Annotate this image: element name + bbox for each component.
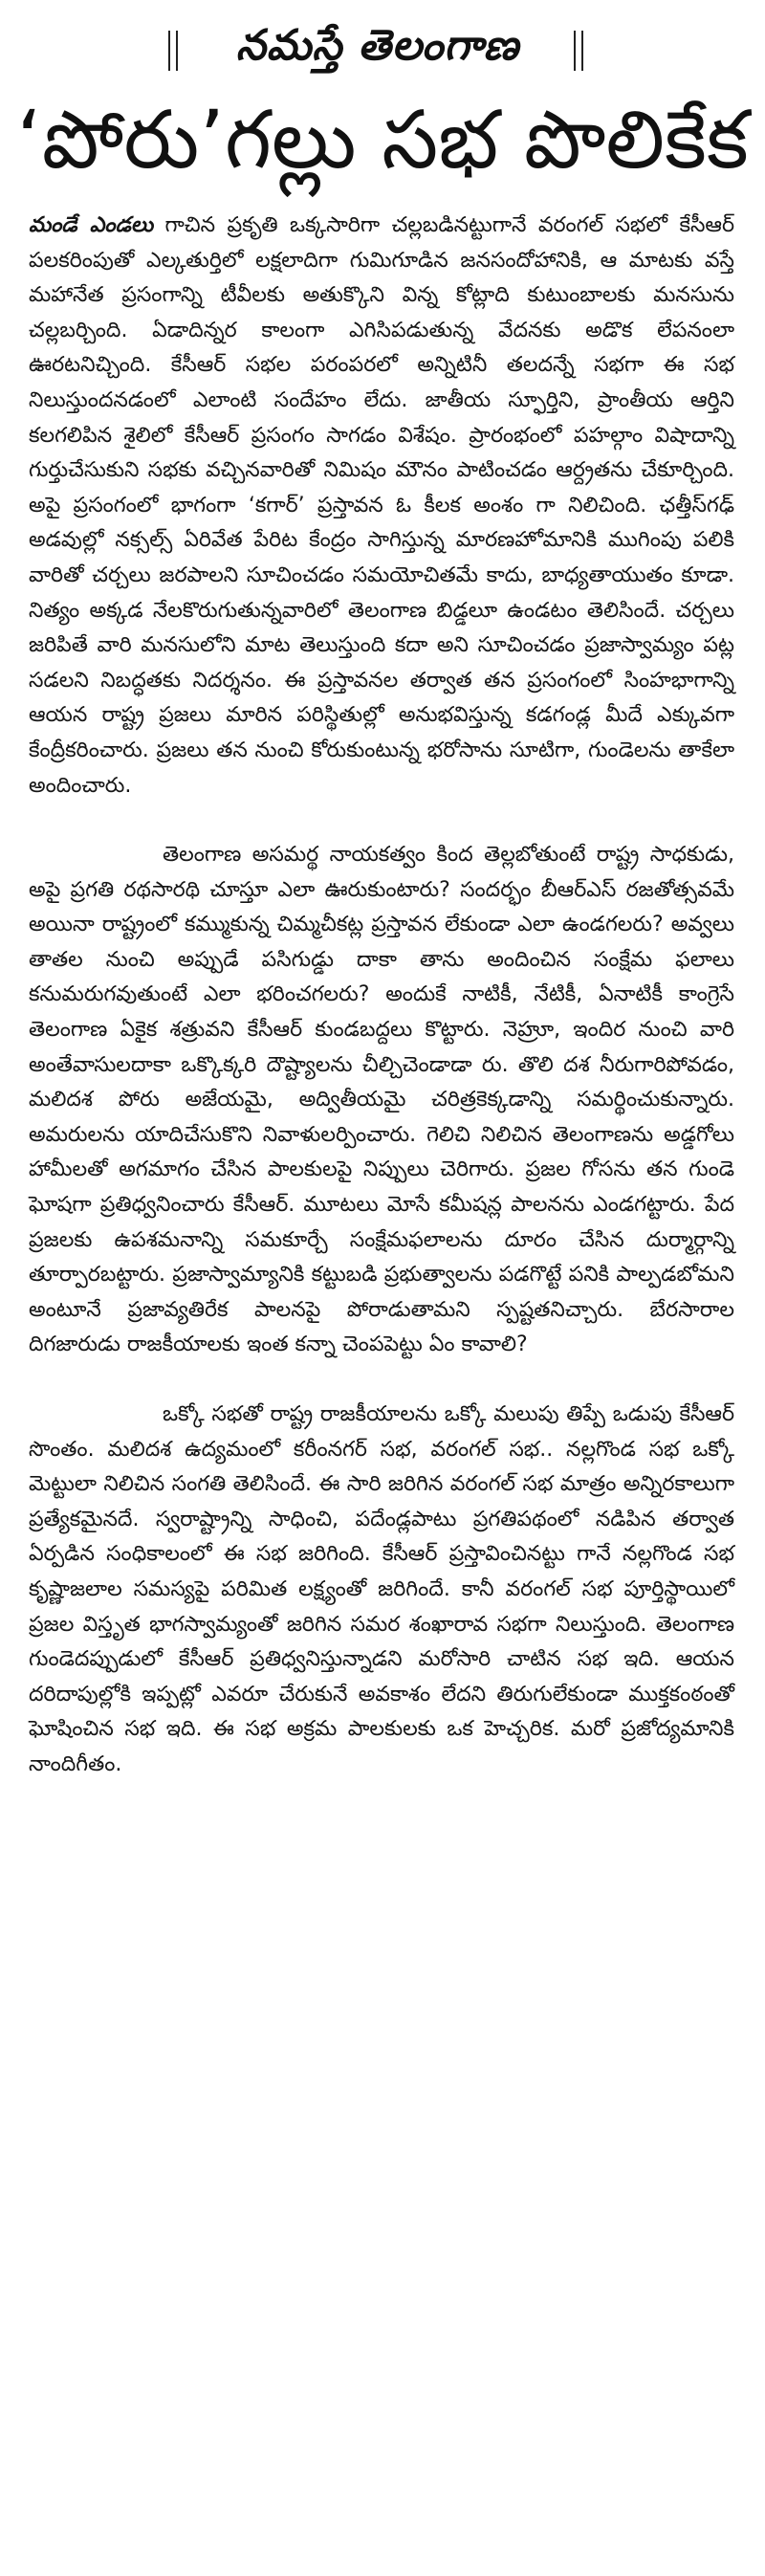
masthead-rule-left (168, 31, 178, 71)
article-paragraph-3: ఒక్కో సభతో రాష్ట్ర రాజకీయాలను ఒక్కో మలుపు తిప్పే ఒడుపు కేసీఆర్ సొంతం. మలిదశ ఉద్యమంలో కరీంనగర్ సభ, వరంగల్ సభ.. నల్లగొండ సభ ఒక్కో మెట్టులా నిలిచిన సంగతి తెలిసిందే. ఈ సారి జరిగిన వరంగల్ సభ మాత్రం అన్నిరకాలుగా ప్రత్యేకమైనదే. స్వరాష్ట్రాన్ని సాధించి, పదేండ్లపాటు ప్రగతిపథంలో నడిపిన తర్వాత ఏర్పడిన సంధికాలంలో ఈ సభ జరిగింది. కేసీఆర్ ప్రస్తావించినట్టు గానే నల్లగొండ సభ కృష్ణాజలాల సమస్యపై పరిమిత లక్ష్యంతో జరిగిందే. కానీ వరంగల్ సభ పూర్తిస్థాయిలో ప్రజల విస్తృత భాగస్వామ్యంతో జరిగిన సమర శంఖారావ సభగా నిలుస్తుంది. తెలంగాణ గుండెదప్పుడులో కేసీఆర్ ప్రతిధ్వనిస్తున్నాడని మరోసారి చాటిన సభ ఇది. ఆయన దరిదాపుల్లోకి ఇప్పట్లో ఎవరూ చేరుకునే అవకాశం లేదని తిరుగులేకుండా ముక్తకంఠంతో ఘోషించిన సభ ఇది. ఈ సభ అక్రమ పాలకులకు ఒక హెచ్చరిక. మరో ప్రజోద్యమానికి నాందిగీతం. (29, 1402, 734, 1776)
masthead-rule-right (574, 31, 583, 71)
newspaper-name: నమస్తే తెలంగాణ (235, 21, 520, 70)
lead-word: మండే ఎండలు (29, 213, 154, 237)
article-headline: ‘పోరు’గల్లు సభ పొలికేక (16, 93, 749, 187)
masthead (0, 13, 765, 80)
article-paragraph-2: తెలంగాణ అసమర్థ నాయకత్వం కింద తెల్లబోతుంటే రాష్ట్ర సాధకుడు, అపై ప్రగతి రథసారథి చూస్తూ ఎలా ఊరుకుంటారు? సందర్భం బీఆర్ఎస్ రజతోత్సవమే అయినా రాష్ట్రంలో కమ్ముకున్న చిమ్మచీకట్ల ప్రస్తావన లేకుండా ఎలా ఉండగలరు? అవ్వలు తాతల నుంచి అప్పుడే పసిగుడ్డు దాకా తాను అందించిన సంక్షేమ ఫలాలు కనుమరుగవుతుంటే ఎలా భరించగలరు? అందుకే నాటికీ, నేటికీ, ఏనాటికీ కాంగ్రెసే తెలంగాణ ఏకైక శత్రువని కేసీఆర్ కుండబద్దలు కొట్టారు. నెహ్రూ, ఇందిర నుంచి వారి అంతేవాసులదాకా ఒక్కొక్కరి దౌష్ట్యాలను చీల్చిచెండాడా రు. తొలి దశ నీరుగారిపోవడం, మలిదశ పోరు అజేయమై, అద్వితీయమై చరిత్రకెక్కడాన్ని సమర్థించుకున్నారు. అమరులను యాదిచేసుకొని నివాళులర్పించారు. గెలిచి నిలిచిన తెలంగాణను అడ్డగోలు హామీలతో అగమాగం చేసిన పాలకులపై నిప్పులు చెరిగారు. ప్రజల గోసను తన గుండె ఘోషగా ప్రతిధ్వనించారు కేసీఆర్. మూటలు మోసే కమీషన్ల పాలనను ఎండగట్టారు. పేద ప్రజలకు ఉపశమనాన్ని సమకూర్చే సంక్షేమఫలాలను దూరం చేసిన దుర్మార్గాన్ని తూర్పారబట్టారు. ప్రజాస్వామ్యానికి కట్టుబడి ప్రభుత్వాలను పడగొట్టే పనికి పాల్పడబోమని అంటూనే ప్రజావ్యతిరేక పాలనపై పోరాడుతామని స్పష్టతనిచ్చారు. బేరసారాల దిగజారుడు రాజకీయాలకు ఇంత కన్నా చెంపపెట్టు ఏం కావాలి? (29, 843, 734, 1357)
article-body (29, 209, 734, 1783)
paragraph-1-text: గాచిన ప్రకృతి ఒక్కసారిగా చల్లబడినట్టుగానే వరంగల్ సభలో కేసీఆర్ పలకరింపుతో ఎల్కతుర్తిలో లక్షలాదిగా గుమిగూడిన జనసందోహానికి, ఆ మాటకు వస్తే మహానేత ప్రసంగాన్ని టీవీలకు అతుక్కొని విన్న కోట్లాది కుటుంబాలకు మనసును చల్లబర్చింది. ఏడాదిన్నర కాలంగా ఎగిసిపడుతున్న వేదనకు అడొక లేపనంలా ఊరటనిచ్చింది. కేసీఆర్ సభల పరంపరలో అన్నిటినీ తలదన్నే సభగా ఈ సభ నిలుస్తుందనడంలో ఎలాంటి సందేహం లేదు. జాతీయ స్ఫూర్తిని, ప్రాంతీయ ఆర్తిని కలగలిపిన శైలిలో కేసీఆర్ ప్రసంగం సాగడం విశేషం. ప్రారంభంలో పహల్గాం విషాదాన్ని గుర్తుచేసుకుని సభకు వచ్చినవారితో నిమిషం మౌనం పాటించడం ఆర్ద్రతను చేకూర్చింది. అపై ప్రసంగంలో భాగంగా ‘కగార్’ ప్రస్తావన ఓ కీలక అంశం గా నిలిచింది. ఛత్తీస్‌గఢ్ అడవుల్లో నక్సల్స్ ఏరివేత పేరిట కేంద్రం సాగిస్తున్న మారణహోమానికి ముగింపు పలికి వారితో చర్చలు జరపాలని సూచించడం సమయోచితమే కాదు, బాధ్యతాయుతం కూడా. నిత్యం అక్కడ నేలకొరుగుతున్నవారిలో తెలంగాణ బిడ్డలూ ఉండటం తెలిసిందే. చర్చలు జరిపితే వారి మనసులోని మాట తెలుస్తుంది కదా అని సూచించడం ప్రజాస్వామ్యం పట్ల సడలని నిబద్ధతకు నిదర్శనం. ఈ ప్రస్తావనల తర్వాత తన ప్రసంగంలో సింహభాగాన్ని ఆయన రాష్ట్ర ప్రజలు మారిన పరిస్థితుల్లో అనుభవిస్తున్న కడగండ్ల మీదే ఎక్కువగా కేంద్రీకరించారు. ప్రజలు తన నుంచి కోరుకుంటున్న భరోసాను సూటిగా, గుండెలను తాకేలా అందించారు. (29, 213, 735, 798)
article-paragraph-1 (29, 209, 734, 804)
